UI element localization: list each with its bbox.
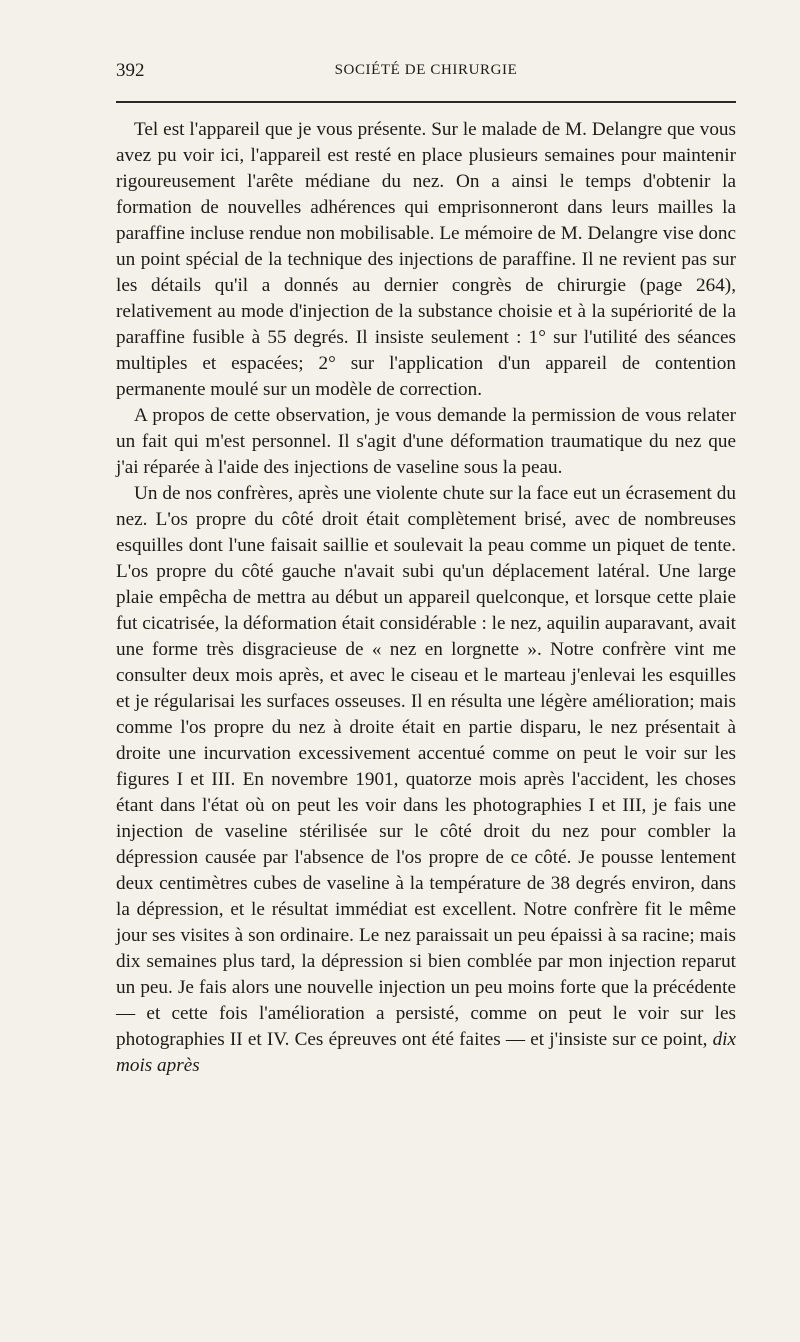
body-text xyxy=(116,117,736,1079)
italic-phrase: dix mois après xyxy=(116,1029,737,1076)
page-number: 392 xyxy=(116,60,145,81)
paragraph xyxy=(116,481,736,1079)
running-title: SOCIÉTÉ DE CHIRURGIE xyxy=(334,62,518,78)
paragraph-text: Un de nos confrères, après une violente chute sur la face eut un écrasement du nez. L'os propre du côté droit était complètement brisé, avec de nombreuses esquilles dont l'une faisait saillie et soulevait la peau comme un piquet de tente. L'os propre du côté gauche n'avait subi qu'un déplacement latéral. Une large plaie empêcha de mettra au début un appareil quelconque, et lorsque cette plaie fut cicatrisée, la déformation était considérable : le nez, aquilin auparavant, avait une forme très disgracieuse de « nez en lorgnette ». Notre confrère vint me consulter deux mois après, et avec le ciseau et le marteau j'enlevai les esquilles et je régularisai les surfaces osseuses. Il en résulta une légère amélioration; mais comme l'os propre du nez à droite était en partie disparu, le nez présentait à droite une incurvation excessivement accentué comme on peut le voir sur les figures I et III. En novembre 1901, quatorze mois après l'accident, les choses étant dans l'état où on peut les voir dans les photographies I et III, je fais une injection de vaseline stérilisée sur le côté droit du nez pour combler la dépression causée par l'absence de l'os propre de ce côté. Je pousse lentement deux centimètres cubes de vaseline à la température de 38 degrés environ, dans la dépression, et le résultat immédiat est excellent. Notre confrère fit le même jour ses visites à son ordinaire. Le nez paraissait un peu épaissi à sa racine; mais dix semaines plus tard, la dépression si bien comblée par mon injection reparut un peu. Je fais alors une nouvelle injection un peu moins forte que la précédente — et cette fois l'amélioration a persisté, comme on peut le voir sur les photographies II et IV. Ces épreuves ont été faites — et j'insiste sur ce point, xyxy=(116,483,736,1050)
page-header xyxy=(116,58,736,90)
paragraph: A propos de cette observation, je vous demande la permission de vous relater un fait qui m'est personnel. Il s'agit d'une déformation traumatique du nez que j'ai réparée à l'aide des injections de vaseline sous la peau. xyxy=(116,405,736,478)
header-rule xyxy=(116,101,736,103)
paragraph: Tel est l'appareil que je vous présente. Sur le malade de M. Delangre que vous avez pu voir ici, l'appareil est resté en place plusieurs semaines pour maintenir rigoureusement l'arête médiane du nez. On a ainsi le temps d'obtenir la formation de nouvelles adhérences qui emprisonneront dans leurs mailles la paraffine incluse rendue non mobilisable. Le mémoire de M. Delangre vise donc un point spécial de la technique des injections de paraffine. Il ne revient pas sur les détails qu'il a donnés au dernier congrès de chirurgie (page 264), relativement au mode d'injection de la substance choisie et à la supériorité de la paraffine fusible à 55 degrés. Il insiste seulement : 1° sur l'utilité des séances multiples et espacées; 2° sur l'application d'un appareil de contention permanente moulé sur un modèle de correction. xyxy=(116,119,736,400)
